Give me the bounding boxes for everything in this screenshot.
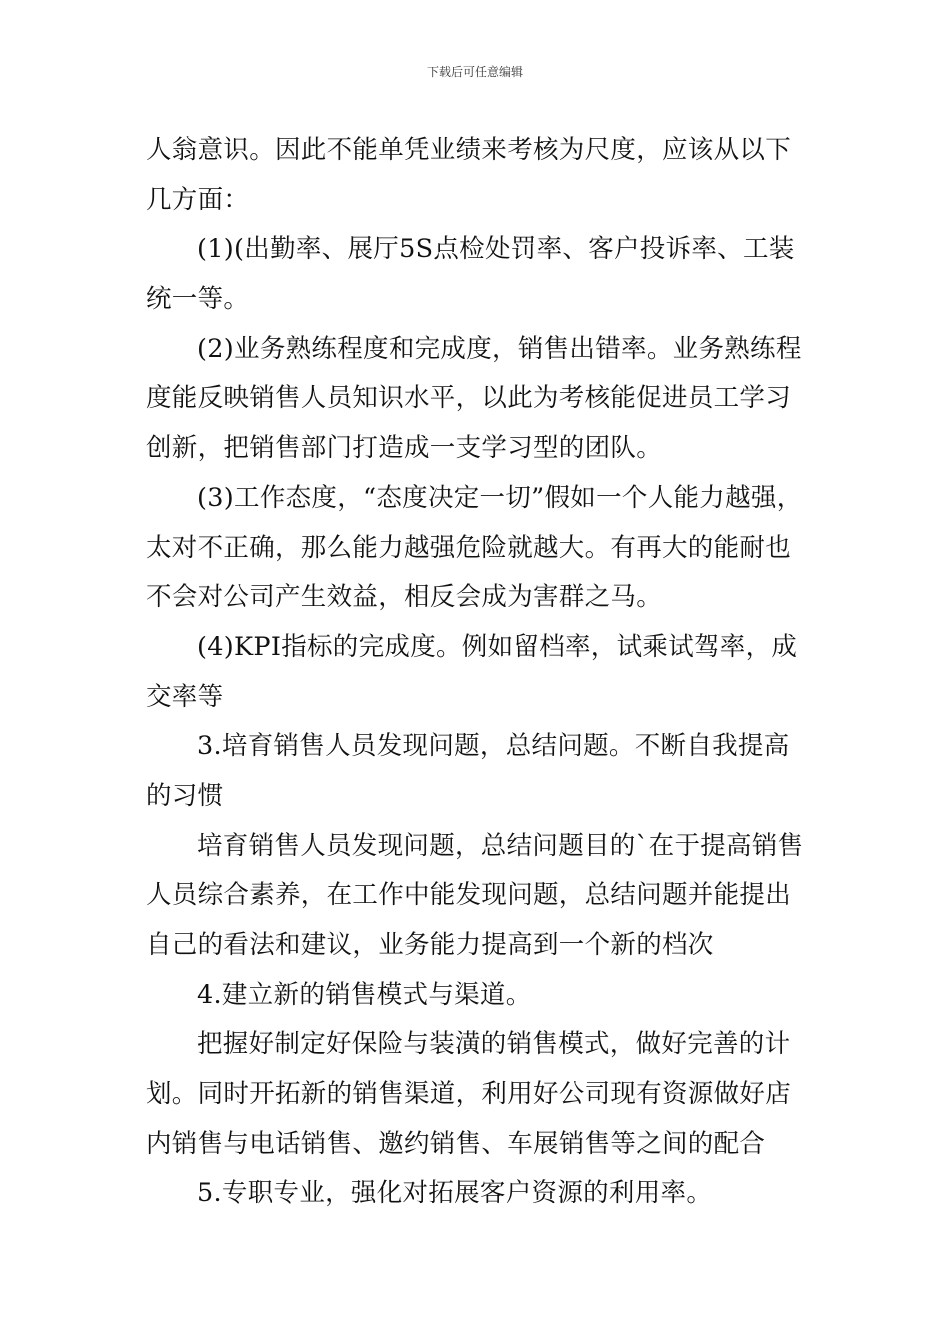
document-body bbox=[146, 126, 816, 1219]
text-line: 的习惯 bbox=[146, 780, 224, 811]
paragraph bbox=[146, 474, 816, 623]
paragraph bbox=[146, 126, 816, 225]
text-line: 创新，把销售部门打造成一支学习型的团队。 bbox=[146, 433, 663, 464]
text-line: 太对不正确，那么能力越强危险就越大。有再大的能耐也 bbox=[146, 532, 792, 563]
paragraph bbox=[146, 623, 816, 722]
paragraph bbox=[146, 1169, 816, 1219]
text-line: 交率等 bbox=[146, 681, 224, 712]
text-line: 度能反映销售人员知识水平，以此为考核能促进员工学习 bbox=[146, 383, 792, 414]
paragraph bbox=[146, 325, 816, 474]
paragraph bbox=[146, 225, 816, 324]
text-line: (1)(出勤率、展厅5S点检处罚率、客户投诉率、工装 bbox=[197, 234, 795, 265]
text-line: 几方面： bbox=[146, 184, 250, 215]
text-line: 人翁意识。因此不能单凭业绩来考核为尺度，应该从以下 bbox=[146, 135, 792, 165]
header-text: 下载后可任意编辑 bbox=[426, 65, 523, 79]
text-line: 不会对公司产生效益，相反会成为害群之马。 bbox=[146, 582, 663, 613]
text-line: 3.培育销售人员发现问题，总结问题。不断自我提高 bbox=[197, 731, 790, 762]
text-line: 统一等。 bbox=[146, 284, 250, 315]
text-line: 人员综合素养，在工作中能发现问题，总结问题并能提出 bbox=[146, 880, 792, 911]
text-line: (4)KPI指标的完成度。例如留档率，试乘试驾率，成 bbox=[197, 631, 798, 662]
text-line: 培育销售人员发现问题，总结问题目的`在于提高销售 bbox=[197, 830, 804, 861]
text-line: (2)业务熟练程度和完成度，销售出错率。业务熟练程 bbox=[197, 333, 802, 364]
text-line: 把握好制定好保险与装潢的销售模式，做好完善的计 bbox=[197, 1029, 791, 1060]
paragraph bbox=[146, 971, 816, 1021]
paragraph bbox=[146, 1020, 816, 1169]
text-line: 自己的看法和建议，业务能力提高到一个新的档次 bbox=[146, 930, 714, 960]
text-line: (3)工作态度，“态度决定一切”假如一个人能力越强， bbox=[197, 482, 803, 513]
page-header bbox=[0, 64, 950, 80]
text-line: 划。同时开拓新的销售渠道，利用好公司现有资源做好店 bbox=[146, 1079, 792, 1110]
text-line: 4.建立新的销售模式与渠道。 bbox=[197, 979, 532, 1010]
paragraph bbox=[146, 822, 816, 971]
text-line: 内销售与电话销售、邀约销售、车展销售等之间的配合 bbox=[146, 1128, 766, 1159]
paragraph bbox=[146, 722, 816, 821]
text-line: 5.专职专业，强化对拓展客户资源的利用率。 bbox=[197, 1178, 713, 1209]
